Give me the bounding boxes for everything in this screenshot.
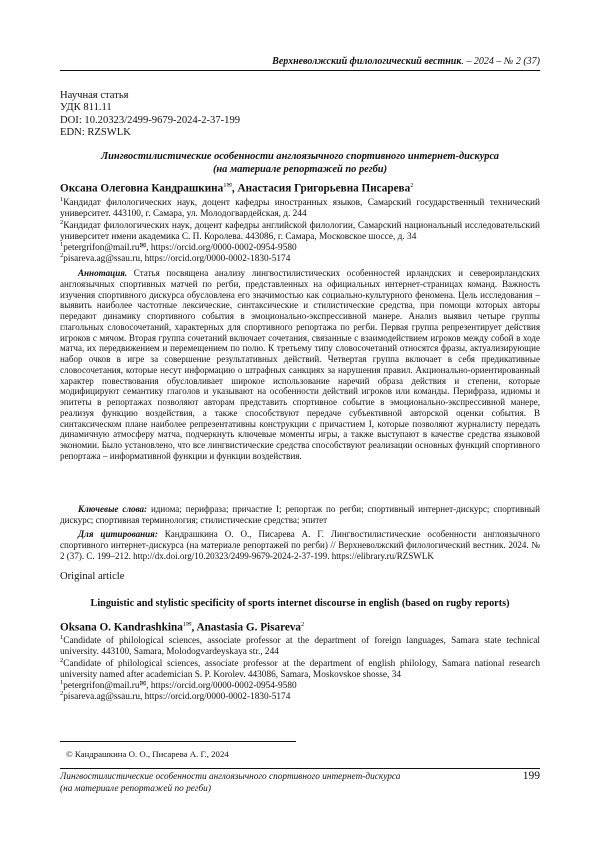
running-head: [60, 56, 540, 71]
original-article-label: Original article: [60, 571, 125, 582]
footer-title: [60, 772, 400, 795]
udk-code: УДК 811.11: [60, 102, 112, 114]
email-link[interactable]: pisareva.ag@ssau.ru, https://orcid.org/0000-0002-1830-5174: [63, 254, 291, 265]
aff-sup: 2: [60, 219, 64, 226]
author1-sup: 1✉: [182, 621, 192, 628]
author1-name: Оксана Олеговна Кандрашкина: [60, 182, 224, 195]
aff-text: Candidate of philological sciences, associate professor at the department of english philology, Samara national research university named after academician S. P. Korolev. 443086, Samara, Moskovskoe shosse, 34: [60, 659, 540, 680]
citation-text: Кандрашкина О. О., Писарева А. Г. Лингвостилистические особенности англоязычного спортивного интернет-дискурса (на материале репортажей по регби) // Верхневолжский филологический вестник. 2024. № 2 (37). С. 199–212. http://dx.doi.org/10.20323/2499-9679-2024-2-37-199. https://elibrary.ru/RZSWLK: [60, 529, 541, 561]
email-link[interactable]: petergrifon@mail.ru: [63, 681, 140, 692]
citation-label: Для цитирования:: [78, 529, 158, 539]
affiliation-en-1: [60, 633, 540, 658]
journal-issue: . – 2024 – № 2 (37): [461, 56, 540, 67]
aff-text: Candidate of philological sciences, associate professor at the department of foreign languages, Samara state technical university. 443100, Samara, Molodogvardeyskaya str., 244: [60, 636, 540, 657]
title-ru: [60, 151, 540, 176]
aff-sup: 1: [60, 634, 64, 641]
author2-sup: 2: [301, 621, 305, 628]
journal-name: Верхневолжский филологический вестник: [272, 56, 462, 67]
author2-sup: 2: [410, 182, 414, 189]
citation-ru: [60, 529, 540, 561]
orcid-link[interactable]: , https://orcid.org/0000-0002-0954-9580: [146, 243, 297, 254]
doi: DOI: 10.20323/2499-9679-2024-2-37-199: [60, 114, 241, 126]
email-sup: 2: [60, 690, 64, 697]
email-link[interactable]: pisareva.ag@ssau.ru, https://orcid.org/0000-0002-1830-5174: [63, 692, 291, 703]
copyright-note: © Кандрашкина О. О., Писарева А. Г., 2024: [66, 749, 229, 759]
author-separator: ,: [191, 621, 197, 634]
authors-ru: [60, 181, 540, 195]
article-type: Научная статья: [60, 90, 129, 101]
footnote-divider: [60, 741, 296, 742]
author1-name: Oksana O. Kandrashkina: [60, 621, 183, 634]
title-ru-line1: Лингвостилистические особенности англоязычного спортивного интернет-дискурса: [101, 151, 499, 162]
title-ru-line2: (на материале репортажей по регби): [212, 163, 388, 175]
email-sup: 1: [60, 679, 64, 686]
orcid-link[interactable]: , https://orcid.org/0000-0002-0954-9580: [146, 681, 297, 692]
footer-divider: [60, 768, 540, 769]
aff-text: Кандидат филологических наук, доцент кафедры иностранных языков, Самарский государственный технический университет. 443100, г. Самара, ул. Молодогвардейская, д. 244: [60, 198, 540, 219]
keywords-ru: [60, 504, 540, 526]
keywords-text: идиома; перифраза; причастие I; репортаж по регби; спортивный интернет-дискурс; спортивный дискурс; спортивная терминология; стилистические средства; эпитет: [60, 504, 540, 525]
edn: EDN: RZSWLK: [60, 127, 131, 139]
aff-sup: 1: [60, 196, 64, 203]
email-ru-2: [60, 251, 290, 265]
aff-text: Кандидат филологических наук, доцент кафедры английской филологии, Самарский национальный исследовательский университет имени академика С. П. Королева. 443086, г. Самара, Московское шоссе, д. 34: [60, 221, 540, 242]
author-separator: ,: [231, 182, 238, 195]
email-sup: 1: [60, 241, 64, 248]
author1-sup: 1✉: [223, 182, 232, 189]
aff-sup: 2: [60, 657, 64, 664]
author2-name: Anastasia G. Pisareva: [196, 621, 302, 634]
email-en-2: [60, 689, 290, 703]
authors-en: [60, 620, 540, 634]
email-link[interactable]: petergrifon@mail.ru: [63, 243, 140, 254]
email-sup: 2: [60, 252, 64, 259]
page-number: 199: [522, 770, 540, 782]
keywords-label: Ключевые слова:: [78, 504, 148, 514]
article-meta: [60, 90, 240, 140]
footer-title-line1: Лингвостилистические особенности англоязычного спортивного интернет-дискурса: [60, 772, 401, 782]
title-en: Linguistic and stylistic specificity of sports internet discourse in english (based on rugby reports): [90, 598, 510, 609]
abstract-ru: [60, 268, 540, 462]
affiliation-ru-1: [60, 195, 540, 220]
abstract-text: Статья посвящена анализу лингвостилистических особенностей ирландских и североирландских англоязычных спортивных матчей по регби, представленных на официальных интернет-страницах команд. Важность изучения спортивного дискурса обусловлена его значимостью как социально-культурного феномена. Цель исследования – выявить наиболее частотные лексические, синтаксические и стилистические средства, при помощи которых авторы передают динамику спортивного события в эмоционально-экспрессивной манере. Анализ выявил четыре группы глагольных словосочетаний, характерных для спортивного репортажа по регби. Первая группа репрезентирует действия игроков с мячом. Вторая группа сочетаний включает сочетания, связанные с взаимодействием игроков между собой в ходе матча, их передвижением и перемещением по полю. К третьему типу словосочетаний относятся фразы, актуализирующие набор очков в игре за совершение результативных действий. Четвертая группа включает в себя предикативные словосочетания, которые несут информацию о штрафных санкциях за нарушения правил. Акционально-ориентированный характер повествования обусловливает широкое использование наречий образа действия и степени, которые модифицируют семантику глаголов и указывают на особенности действий игроков или команды. Перифраза, идиомы и эпитеты в репортажах позволяют авторам представить спортивное событие в эмоционально-экспрессивной манере, реализуя функцию воздействия, а также способствуют передаче субъективной авторской оценки события. В синтаксическом плане наиболее репрезентативны конструкции с причастием I, которые позволяют журналисту передать динамичную атмосферу матча, подчеркнуть ключевые моменты игры, а также выступают в качестве средства языковой экономии. Было установлено, что все лингвистические средства способствуют реализации основных функций спортивного репортажа – информативной функции и функции воздействия.: [60, 268, 540, 461]
author2-name: Анастасия Григорьевна Писарева: [237, 182, 411, 195]
footer-title-line2: (на материале репортажей по регби): [60, 783, 211, 794]
envelope-icon: ✉: [139, 679, 147, 689]
abstract-label: Аннотация.: [78, 268, 128, 278]
envelope-icon: ✉: [139, 241, 147, 251]
